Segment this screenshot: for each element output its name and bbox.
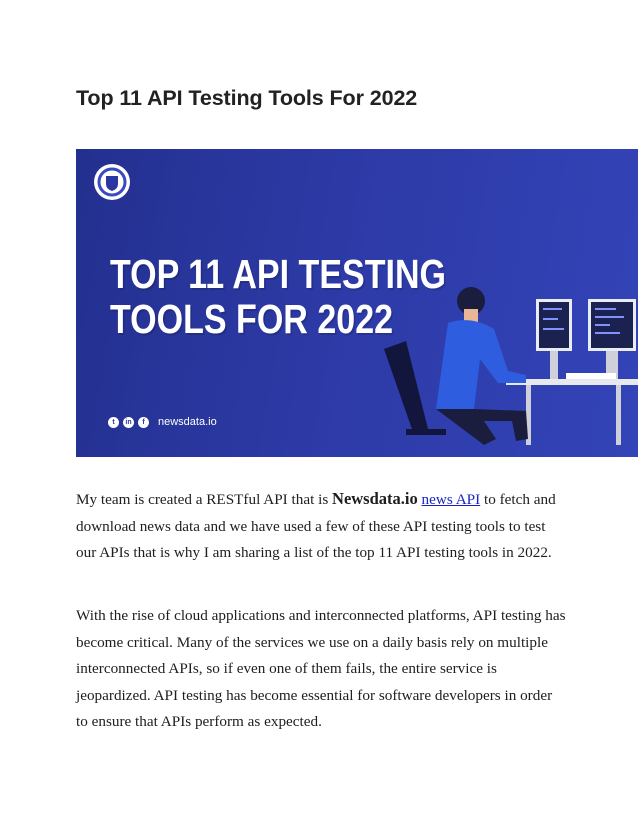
article-banner-image — [76, 149, 638, 457]
twitter-icon: t — [108, 417, 119, 428]
news-api-link[interactable]: news API — [421, 491, 481, 508]
developer-illustration-icon — [376, 279, 638, 457]
intro-text-end: to fetch and download news data and we have used a few of these API testing tools to test our APIs that is why I am sharing a list of the top 11 API testing tools in 2022. — [76, 491, 556, 561]
banner-social-row — [108, 416, 217, 428]
page-title: Top 11 API Testing Tools For 2022 — [76, 86, 418, 110]
banner-heading-line1: TOP 11 API TESTING — [110, 251, 447, 297]
intro-text-start: My team is created a RESTful API that is — [76, 491, 333, 508]
linkedin-icon: in — [123, 417, 134, 428]
brand-name: Newsdata.io — [332, 489, 418, 508]
banner-site-label: newsdata.io — [158, 416, 217, 428]
banner-heading-line2: TOOLS FOR 2022 — [110, 296, 394, 342]
api-testing-paragraph: With the rise of cloud applications and interconnected platforms, API testing has become critical. Many of the services we use on a daily basis rely on multiple interconnected APIs, so if even one of them fails, the entire service is jeopardized. API testing has become essential for software developers in order to ensure that APIs perform as expected. — [76, 607, 566, 730]
facebook-icon: f — [138, 417, 149, 428]
newsdata-logo-icon — [92, 162, 132, 202]
intro-paragraph — [76, 486, 566, 567]
